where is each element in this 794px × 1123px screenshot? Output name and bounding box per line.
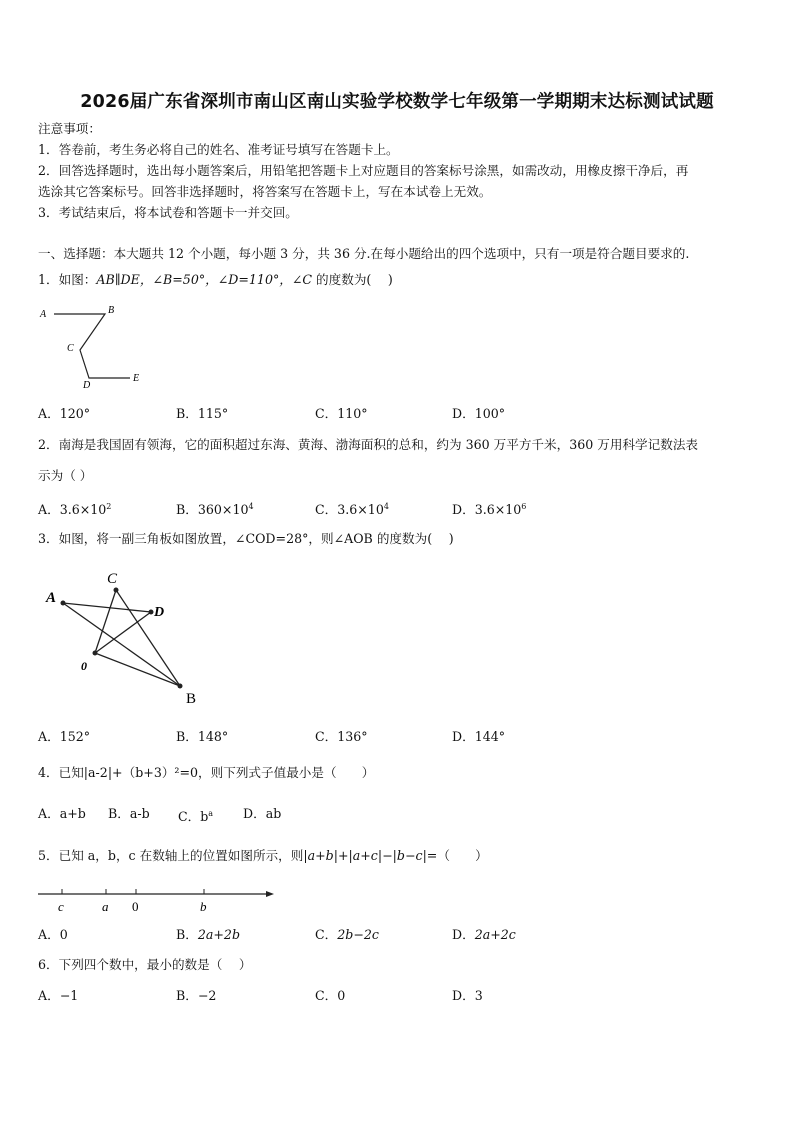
q5-option-a[interactable]: A．0 (38, 927, 68, 942)
q6-option-a[interactable]: A．−1 (38, 988, 79, 1003)
q1-polyline (54, 314, 130, 378)
q3-option-d[interactable]: D．144° (452, 729, 506, 744)
q5-tail: （ ） (437, 848, 488, 863)
q1-label-e: E (133, 373, 140, 384)
q3-option-c[interactable]: C．136° (315, 729, 368, 744)
q1-stem (38, 272, 393, 288)
q1-number: 1．如图： (38, 272, 97, 287)
notice-item-2: 2．回答选择题时，选出每小题答案后，用铅笔把答题卡上对应题目的答案标号涂黑，如需改动，用橡皮擦干净后，再 (38, 163, 689, 178)
q4-option-c[interactable]: C．$b^a$ (178, 809, 214, 824)
q5-tick-a: a (102, 899, 109, 914)
q1-option-b[interactable]: B．115° (176, 406, 229, 421)
q5-axis-arrow (266, 891, 274, 897)
q3-label-b: B (186, 691, 197, 707)
q5-tick-c: c (58, 899, 64, 914)
q3-label-d: D (154, 605, 165, 620)
q5-tick-b: b (200, 899, 207, 914)
q5-stem (38, 848, 488, 864)
q6-stem: 6．下列四个数中，最小的数是（ ） (38, 957, 252, 972)
q2-option-b[interactable]: B．$360\times 10^4$ (176, 502, 254, 517)
q1-label-a: A (40, 309, 47, 320)
q1-tail: 的度数为( ) (312, 272, 393, 287)
q3-option-a[interactable]: A．152° (38, 729, 91, 744)
q3-segment-cb (116, 590, 180, 686)
q1-figure (38, 302, 148, 392)
q4-option-b[interactable]: B．a-b (108, 806, 150, 821)
section-heading: 一、选择题：本大题共 12 个小题，每小题 3 分，共 36 分.在每小题给出的四个选项中，只有一项是符合题目要求的. (38, 246, 690, 261)
q3-segment-ob (95, 653, 180, 686)
q2-stem-line2: 示为（ ） (38, 468, 93, 483)
q5-number-line (38, 884, 278, 918)
q3-segment-ad (63, 603, 151, 612)
q4-stem: 4．已知|a-2|+（b+3）²=0，则下列式子值最小是（ ） (38, 765, 375, 780)
notice-item-2-cont: 选涂其它答案标号。回答非选择题时，将答案写在答题卡上，写在本试卷上无效。 (38, 184, 492, 199)
q3-segment-od (95, 612, 151, 653)
q5-option-b[interactable]: B．2a+2b (176, 927, 241, 942)
q3-label-a: A (46, 590, 57, 606)
q1-option-a[interactable]: A．120° (38, 406, 91, 421)
q2-option-d[interactable]: D．$3.6\times 10^6$ (452, 502, 527, 517)
q2-stem-line1: 2．南海是我国固有领海，它的面积超过东海、黄海、渤海面积的总和，约为 360 万平方千米，360 万用科学记数法表 (38, 437, 699, 452)
q5-text: 5．已知 a，b，c 在数轴上的位置如图所示，则 (38, 848, 304, 863)
q3-option-b[interactable]: B．148° (176, 729, 229, 744)
notice-item-3: 3．考试结束后，将本试卷和答题卡一并交回。 (38, 205, 298, 220)
q4-option-a[interactable]: A．a+b (38, 806, 86, 821)
q1-label-c: C (67, 343, 74, 354)
q3-figure (38, 566, 208, 708)
q3-label-c: C (107, 571, 118, 587)
q6-option-b[interactable]: B．−2 (176, 988, 217, 1003)
q1-option-d[interactable]: D．100° (452, 406, 506, 421)
q3-label-o: 0 (81, 659, 87, 673)
q6-option-c[interactable]: C．0 (315, 988, 346, 1003)
q2-option-a[interactable]: A．$3.6\times 10^2$ (38, 502, 112, 517)
q1-math: AB∥DE，∠B=50°，∠D=110°，∠C (96, 272, 313, 287)
q3-segment-oc (95, 590, 116, 653)
q5-option-d[interactable]: D．2a+2c (452, 927, 516, 942)
q4-option-d[interactable]: D．ab (243, 806, 282, 821)
notice-heading: 注意事项： (38, 121, 101, 136)
q2-option-c[interactable]: C．$3.6\times 10^4$ (315, 502, 389, 517)
q1-label-b: B (108, 305, 115, 316)
page-title: 2026届广东省深圳市南山区南山实验学校数学七年级第一学期期末达标测试试题 (80, 92, 714, 112)
q5-expression: |a+b|+|a+c|−|b−c|= (303, 848, 438, 863)
q5-tick-zero: 0 (132, 899, 139, 914)
q6-option-d[interactable]: D．3 (452, 988, 483, 1003)
q5-option-c[interactable]: C．2b−2c (315, 927, 379, 942)
q1-label-d: D (83, 380, 91, 391)
q3-stem: 3．如图，将一副三角板如图放置，∠COD=28°，则∠AOB 的度数为( ) (38, 531, 454, 546)
notice-item-1: 1．答卷前，考生务必将自己的姓名、准考证号填写在答题卡上。 (38, 142, 399, 157)
q1-option-c[interactable]: C．110° (315, 406, 368, 421)
